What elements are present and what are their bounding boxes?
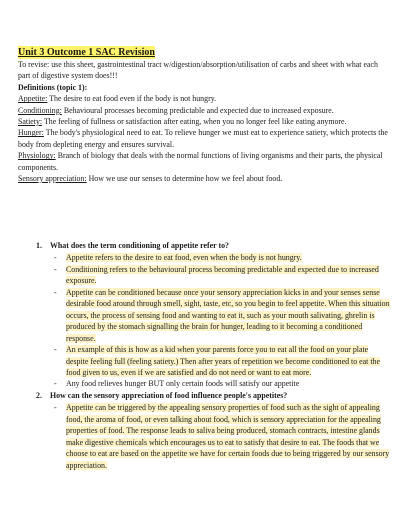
answer-bullet <box>54 287 392 344</box>
answer-list <box>36 252 392 389</box>
question-text: How can the sensory appreciation of food influence people's appetites? <box>50 390 288 400</box>
answer-text: Appetite can be triggered by the appealing sensory properties of food such as the sight of appealing food, the aroma of food, or even talking about food, which is sensory appreciation for the appealing properties of food. The response leads to saliva being produced, stomach contracts, intestine glands make digestive chemicals which encourages us to eat to satisfy that desire to eat. The foods that we choose to eat are based on the appetite we have for certain foods due to being triggered by our sensory appreciation. <box>66 403 390 470</box>
answer-text: Any food relieves hunger BUT only certain foods will satisfy our appetite <box>66 379 300 389</box>
definition-term: Appetite: <box>18 94 48 104</box>
definition-text: Branch of biology that deals with the normal functions of living organisms and their parts, the physical components. <box>18 151 383 172</box>
definition-item <box>18 150 390 173</box>
answer-bullet <box>54 402 392 471</box>
answer-bullet <box>54 252 392 263</box>
dash-marker: - <box>54 403 57 413</box>
answer-bullet <box>54 264 392 287</box>
dash-marker: - <box>54 264 57 274</box>
question-number: 2. <box>36 390 42 400</box>
revision-header <box>18 46 390 184</box>
definition-list <box>18 93 390 184</box>
dash-marker: - <box>54 287 57 297</box>
definitions-heading: Definitions (topic 1): <box>18 82 88 92</box>
answer-text: Appetite can be conditioned because once your sensory appreciation kicks in and your senses sense desirable food around through smell, sight, taste, etc, so you begin to feel appetite. When this situation occurs, the process of sensing food and wanting to eat it, such as your mouth salivating, ghrelin is produced by the stomach signalling the brain for hunger, leading to it becoming a conditioned response. <box>66 287 390 343</box>
definition-item <box>18 116 390 127</box>
definition-item <box>18 127 390 150</box>
definition-item <box>18 105 390 116</box>
definition-term: Physiology: <box>18 151 56 161</box>
definition-text: The feeling of fullness or satisfaction after eating, when you no longer feel like eating anymore. <box>42 117 347 127</box>
dash-marker: - <box>54 379 57 389</box>
question-heading <box>36 240 392 251</box>
question-section <box>36 240 392 471</box>
answer-text: An example of this is how as a kid when your parents force you to eat all the food on your plate despite feeling full (feeling satiety.) Then after years of repetition we become conditioned to eat the food given to us, even if we are satisfied and do not need or want to eat more. <box>66 345 380 377</box>
question-heading <box>36 390 392 401</box>
definition-text: The body's physiological need to eat. To relieve hunger we must eat to experience satiety, which protects the body from depleting energy and ensures survival. <box>18 128 388 149</box>
answer-text: Appetite refers to the desire to eat food, even when the body is not hungry. <box>66 253 302 263</box>
intro-text: To revise: use this sheet, gastrointestinal tract w/digestion/absorption/utilisation of carbs and sheet with what each part of digestive system does!!! <box>18 60 378 81</box>
definition-term: Sensory appreciation: <box>18 174 87 184</box>
definition-term: Conditioning: <box>18 105 62 115</box>
dash-marker: - <box>54 345 57 355</box>
definition-term: Hunger: <box>18 128 44 138</box>
answer-bullet <box>54 378 392 389</box>
question-number: 1. <box>36 241 42 250</box>
definition-item <box>18 173 390 184</box>
definition-text: How we use our senses to determine how we feel about food. <box>86 174 283 184</box>
answer-list <box>36 402 392 471</box>
definition-item <box>18 93 390 104</box>
definition-text: The desire to eat food even if the body is not hungry. <box>47 94 217 104</box>
dash-marker: - <box>54 253 57 263</box>
answer-text: Conditioning refers to the behavioural process becoming predictable and expected due to increased exposure. <box>66 264 379 286</box>
page-title: Unit 3 Outcome 1 SAC Revision <box>18 47 155 58</box>
definition-term: Satiety: <box>18 117 43 127</box>
question-text: What does the term conditioning of appetite refer to? <box>50 241 229 250</box>
answer-bullet <box>54 344 392 378</box>
definition-text: Behavioural processes becoming predictable and expected due to increased exposure. <box>61 105 334 115</box>
